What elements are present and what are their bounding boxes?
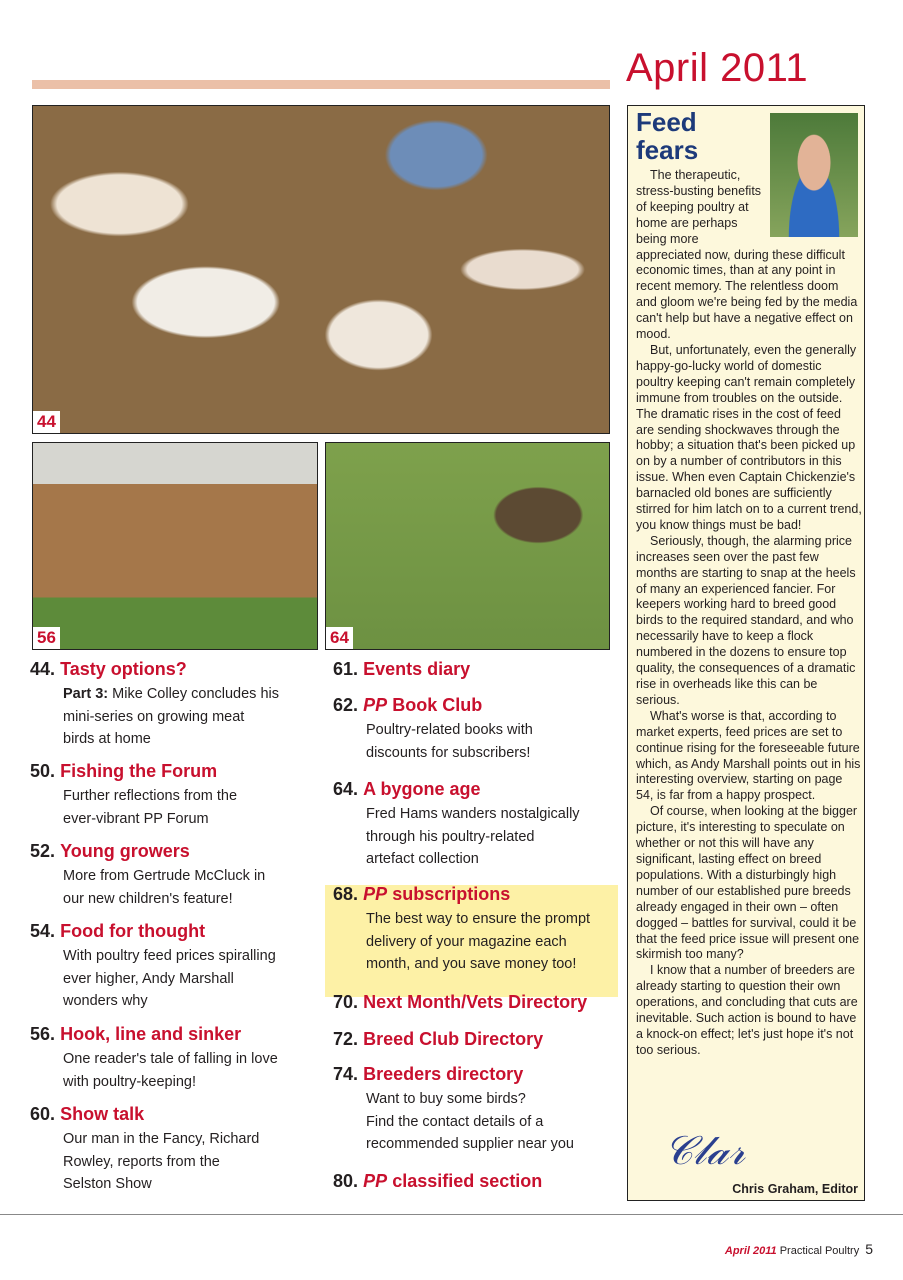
toc-entry[interactable] (333, 1064, 574, 1156)
toc-description-text: month, and you save money too! (366, 956, 577, 973)
toc-title: Food for thought (60, 921, 206, 941)
toc-description-text: artefact collection (366, 851, 479, 868)
toc-title: Young growers (60, 841, 190, 861)
editor-signature: 𝒞𝓁𝒶𝓇 (664, 1128, 746, 1174)
toc-description-text: The best way to ensure the prompt (366, 911, 591, 927)
editorial-paragraph: I know that a number of breeders are already starting to question their own operations, and concluding that cuts are inevitable. Such action is bound to have a knock-on effect; let's just hope it's not too serious. (636, 963, 858, 1057)
toc-entry[interactable] (333, 1029, 543, 1053)
editorial-paragraph: Seriously, though, the alarming price increases seen over the past few months are starting to snap at the heels of many an experienced fancier. For keepers working hard to breed good birds to the required standard, and who necessarily have to keep a flock numbered in the dozens to ensure top quality, the consequences of a dramatic rise in overheads like this can be serious. (636, 533, 856, 707)
toc-description-text: birds at home (63, 731, 151, 748)
toc-description-text: Find the contact details of a (366, 1113, 544, 1130)
footer-rule (0, 1214, 903, 1215)
footer-issue: April 2011 (724, 1245, 777, 1257)
toc-description-text: wonders why (63, 993, 148, 1010)
toc-description-line (63, 968, 276, 991)
toc-description-text: More from Gertrude McCluck in (63, 868, 266, 884)
toc-description-text: ever higher, Andy Marshall (63, 970, 234, 987)
editorial-paragraph: The therapeutic, stress-busting benefits of keeping poultry at home are perhaps being more appreciated now, during these difficult economic times, than at any point in recent memory. The relentless doom and gloom we're being fed by the media can't help but have a negative effect on mood. (636, 168, 858, 342)
toc-description-text: Poultry-related books with (366, 722, 533, 738)
toc-description-line (366, 908, 590, 931)
toc-description-line (63, 683, 279, 706)
toc-title: Fishing the Forum (60, 761, 218, 781)
toc-description-line (366, 826, 580, 849)
toc-entry[interactable] (30, 1104, 259, 1196)
toc-description-text: Further reflections from the (63, 788, 238, 804)
toc-description-text: mini-series on growing meat (63, 708, 245, 725)
toc-description-text: Want to buy some birds? (366, 1091, 526, 1107)
toc-description-text: discounts for subscribers! (366, 744, 531, 761)
toc-description-line (63, 808, 237, 831)
toc-description-line (63, 1173, 259, 1196)
issue-date: April 2011 (626, 46, 809, 90)
toc-description-text: with poultry-keeping! (63, 1073, 196, 1090)
toc-entry[interactable] (333, 659, 470, 683)
photo-chickens (32, 105, 610, 434)
toc-description-line (366, 803, 580, 826)
toc-title: Show talk (60, 1104, 145, 1124)
toc-description-text: recommended supplier near you (366, 1136, 574, 1153)
editorial-paragraph: Of course, when looking at the bigger picture, it's interesting to speculate on whether or not this will have any significant, lasting effect on breed populations. With a disturbingly high number of our established pure breeds already engaged in their own – often dogged – battles for survival, could it be that the feed price issue will present one skirmish too many? (636, 804, 860, 962)
toc-page-number: 64. (333, 779, 359, 799)
toc-description-line (63, 706, 279, 729)
toc-title: subscriptions (392, 884, 511, 904)
toc-page-number: 62. (333, 695, 359, 715)
header-rule (32, 80, 610, 89)
toc-description-line (366, 848, 580, 871)
toc-title: Hook, line and sinker (60, 1024, 242, 1044)
photo-page-label: 44 (33, 411, 60, 433)
toc-entry[interactable] (333, 779, 580, 871)
toc-description-line (366, 953, 590, 976)
toc-description-text: Selston Show (63, 1176, 152, 1193)
toc-description-line (63, 785, 237, 808)
toc-page-number: 56. (30, 1024, 56, 1044)
toc-description-line (63, 1048, 278, 1071)
toc-description-line (63, 888, 265, 911)
title-line: Feed (636, 107, 697, 137)
toc-page-number: 60. (30, 1104, 56, 1124)
toc-description-text: One reader's tale of falling in love (63, 1051, 278, 1067)
toc-lead: Part 3: (63, 686, 109, 702)
toc-description-line (63, 1071, 278, 1094)
editorial-title (636, 108, 698, 164)
toc-page-number: 80. (333, 1171, 359, 1191)
toc-description-text: delivery of your magazine each (366, 933, 567, 950)
toc-entry[interactable] (30, 1024, 278, 1093)
toc-entry[interactable] (333, 695, 533, 764)
editor-credit: Chris Graham, Editor (732, 1182, 858, 1196)
toc-description-line (366, 1111, 574, 1134)
title-line: fears (636, 135, 699, 165)
toc-description-line (63, 990, 276, 1013)
toc-description-text: ever-vibrant PP Forum (63, 810, 209, 827)
editorial-text (636, 168, 862, 1059)
toc-page-number: 61. (333, 659, 359, 679)
page-number: 5 (865, 1241, 873, 1257)
editorial-box (627, 105, 865, 1201)
toc-entry[interactable] (30, 659, 279, 751)
toc-description-line (366, 1133, 574, 1156)
toc-pp-mark: PP (363, 695, 388, 715)
toc-title: Tasty options? (60, 659, 187, 679)
toc-page-number: 50. (30, 761, 56, 781)
photo-chicken-coop (32, 442, 318, 650)
toc-page-number: 54. (30, 921, 56, 941)
toc-page-number: 44. (30, 659, 56, 679)
toc-description-line (63, 1128, 259, 1151)
toc-title: Book Club (392, 695, 483, 715)
toc-title: Breed Club Directory (363, 1029, 544, 1049)
toc-page-number: 70. (333, 992, 359, 1012)
toc-title: classified section (392, 1171, 543, 1191)
photo-page-label: 56 (33, 627, 60, 649)
page-footer (725, 1241, 873, 1257)
toc-description-line (366, 1088, 574, 1111)
toc-description-line (366, 742, 533, 765)
toc-page-number: 68. (333, 884, 359, 904)
editorial-paragraph: But, unfortunately, even the generally happy-go-lucky world of domestic poultry keeping can't remain completely immune from troubles on the outside. The dramatic rises in the cost of feed are sending shockwaves through the hobby; a situation that's been picked up on by a number of contributors in this issue. When even Captain Chickenzie's barnacled old bones are sufficiently stirred for him latch on to a current trend, you know things must be bad! (636, 342, 862, 532)
toc-description-line (366, 931, 590, 954)
toc-entry[interactable] (30, 921, 276, 1013)
photo-man-in-field (325, 442, 610, 650)
toc-description-text: through his poultry-related (366, 828, 535, 845)
toc-entry[interactable] (333, 1171, 542, 1195)
toc-entry[interactable] (333, 992, 587, 1016)
toc-pp-mark: PP (363, 1171, 388, 1191)
toc-title: Next Month/Vets Directory (363, 992, 588, 1012)
toc-description-line (366, 719, 533, 742)
toc-entry[interactable] (30, 761, 237, 830)
toc-pp-mark: PP (363, 884, 388, 904)
footer-magazine: Practical Poultry (779, 1245, 860, 1257)
toc-description-text: Our man in the Fancy, Richard (63, 1131, 260, 1147)
toc-description-text: With poultry feed prices spiralling (63, 948, 276, 964)
toc-page-number: 74. (333, 1064, 359, 1084)
toc-description-text: Rowley, reports from the (63, 1153, 220, 1170)
toc-page-number: 72. (333, 1029, 359, 1049)
editorial-paragraph: What's worse is that, according to market experts, feed prices are set to continue rising for the foreseeable future which, as Andy Marshall points out in his interesting overview, starting on page 54, is far from a happy prospect. (636, 708, 861, 803)
toc-entry[interactable] (30, 841, 265, 910)
toc-description-text: Mike Colley concludes his (112, 686, 279, 702)
toc-description-line (63, 1151, 259, 1174)
toc-description-line (63, 728, 279, 751)
toc-title: A bygone age (363, 779, 481, 799)
toc-description-text: Fred Hams wanders nostalgically (366, 806, 580, 822)
toc-page-number: 52. (30, 841, 56, 861)
toc-description-line (63, 865, 265, 888)
toc-description-text: our new children's feature! (63, 890, 233, 907)
toc-title: Events diary (363, 659, 471, 679)
toc-entry[interactable] (333, 884, 590, 976)
photo-page-label: 64 (326, 627, 353, 649)
toc-title: Breeders directory (363, 1064, 524, 1084)
toc-description-line (63, 945, 276, 968)
